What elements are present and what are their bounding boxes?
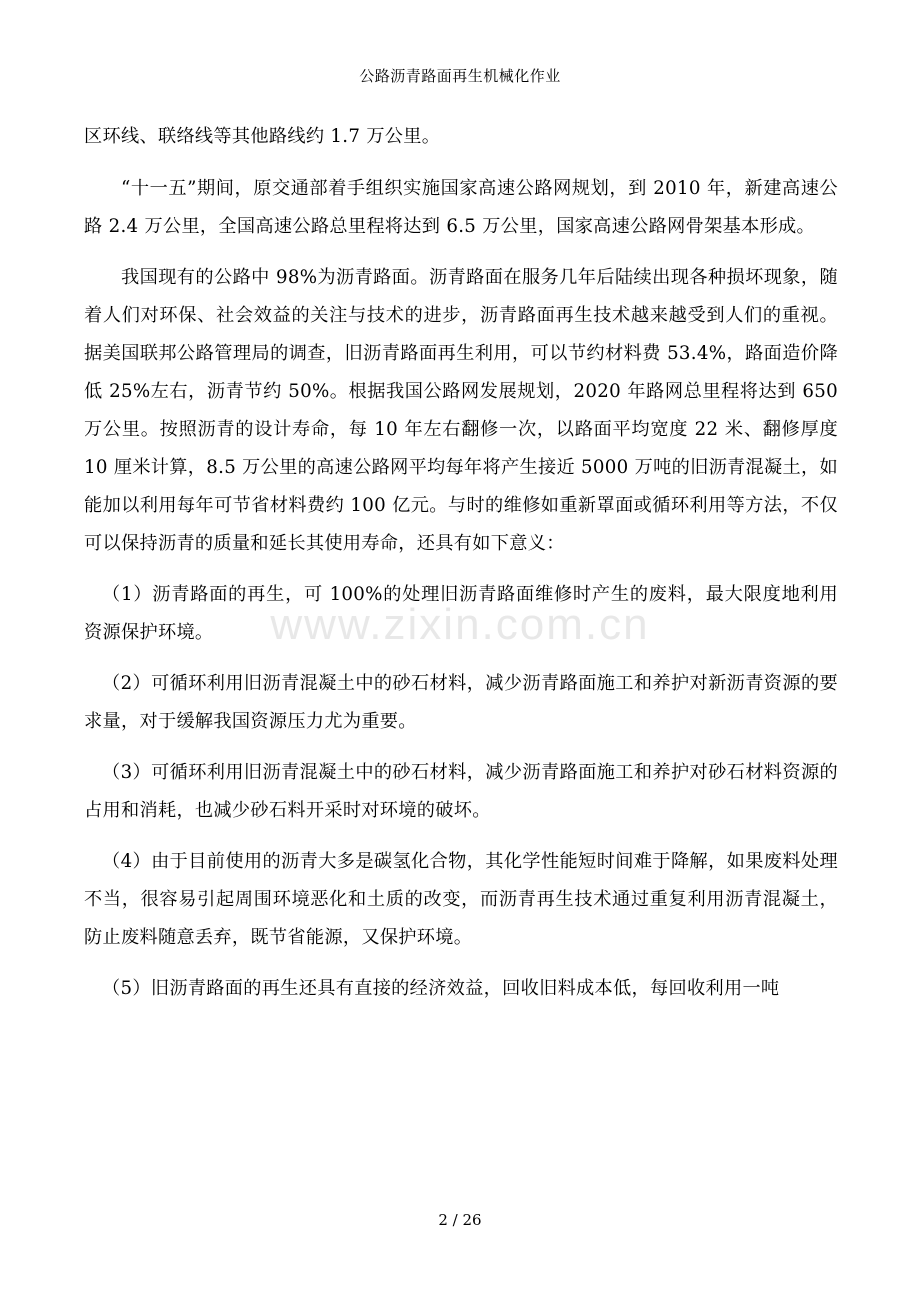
paragraph-continuation: 区环线、联络线等其他路线约 1.7 万公里。	[84, 126, 441, 147]
list-item-2: （2）可循环利用旧沥青混凝土中的砂石材料，减少沥青路面施工和养护对新沥青资源的要求量，对于缓解我国资源压力尤为重要。	[84, 673, 838, 732]
list-item-5: （5）旧沥青路面的再生还具有直接的经济效益，回收旧料成本低，每回收利用一吨	[102, 978, 780, 999]
document-body	[84, 118, 838, 1008]
paragraph-asphalt-overview: 我国现有的公路中 98%为沥青路面。沥青路面在服务几年后陆续出现各种损坏现象，随着人们对环保、社会效益的关注与技术的进步，沥青路面再生技术越来越受到人们的重视。据美国联邦公路管理局的调查，旧沥青路面再生利用，可以节约材料费 53.4%，路面造价降低 25%左右，沥青节约 50%。根据我国公路网发展规划，2020 年路网总里程将达到 650 万公里。按照沥青的设计寿命，每 10 年左右翻修一次，以路面平均宽度 22 米、翻修厚度 10 厘米计算，8.5 万公里的高速公路网平均每年将产生接近 5000 万吨的旧沥青混凝土，如能加以利用每年可节省材料费约 100 亿元。与时的维修如重新罩面或循环利用等方法，不仅可以保持沥青的质量和延长其使用寿命，还具有如下意义：	[84, 267, 838, 554]
page-header: 公路沥青路面再生机械化作业	[359, 67, 561, 85]
paragraph-eleventh-five-year: “十一五”期间，原交通部着手组织实施国家高速公路网规划，到 2010 年，新建高速公路 2.4 万公里，全国高速公路总里程将达到 6.5 万公里，国家高速公路网骨架基本形成。	[84, 178, 838, 237]
list-item-4: （4）由于目前使用的沥青大多是碳氢化合物，其化学性能短时间难于降解，如果废料处理不当，很容易引起周围环境恶化和土质的改变，而沥青再生技术通过重复利用沥青混凝土，防止废料随意丢弃，既节省能源，又保护环境。	[84, 851, 838, 948]
watermark: www.zixin.com.cn	[270, 600, 650, 649]
list-item-3: （3）可循环利用旧沥青混凝土中的砂石材料，减少沥青路面施工和养护对砂石材料资源的占用和消耗，也减少砂石料开采时对环境的破坏。	[84, 762, 838, 821]
list-item-1: （1）沥青路面的再生，可 100%的处理旧沥青路面维修时产生的废料，最大限度地利用资源保护环境。	[84, 584, 838, 643]
page-number: 2 / 26	[438, 1211, 482, 1229]
